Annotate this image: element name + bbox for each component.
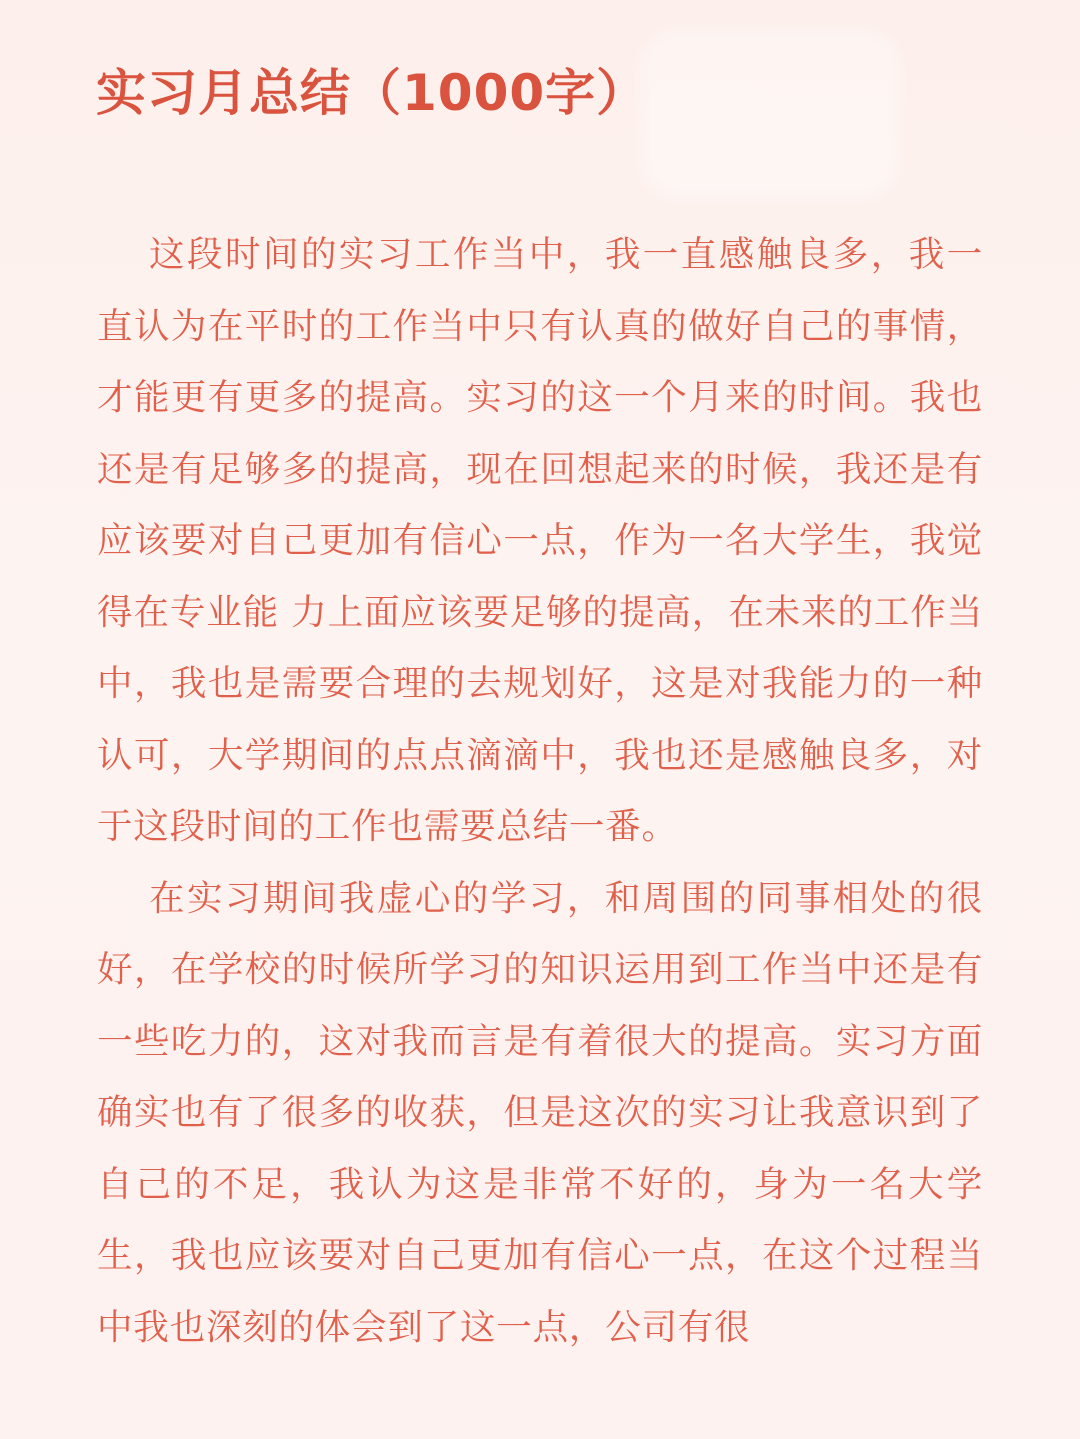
paragraph-1: 这段时间的实习工作当中，我一直感触良多，我一直认为在平时的工作当中只有认真的做好自己的事情，才能更有更多的提高。实习的这一个月来的时间。我也还是有足够多的提高，现在回想起来的时候，我还是有应该要对自己更加有信心一点，作为一名大学生，我觉得在专业能 力上面应该要足够的提高，在未来的工作当中，我也是需要合理的去规划好，这是对我能力的一种认可，大学期间的点点滴滴中，我也还是感触良多，对于这段时间的工作也需要总结一番。 [97, 234, 983, 847]
background-glow [640, 30, 900, 200]
paragraph-2: 在实习期间我虚心的学习，和周围的同事相处的很好，在学校的时候所学习的知识运用到工作当中还是有一些吃力的，这对我而言是有着很大的提高。实习方面确实也有了很多的收获，但是这次的实习让我意识到了自己的不足，我认为这是非常不好的，身为一名大学生，我也应该要对自己更加有信心一点，在这个过程当中我也深刻的体会到了这一点，公司有很 [97, 877, 983, 1348]
document-title: 实习月总结（1000字） [96, 64, 648, 122]
article-body [97, 219, 983, 1363]
